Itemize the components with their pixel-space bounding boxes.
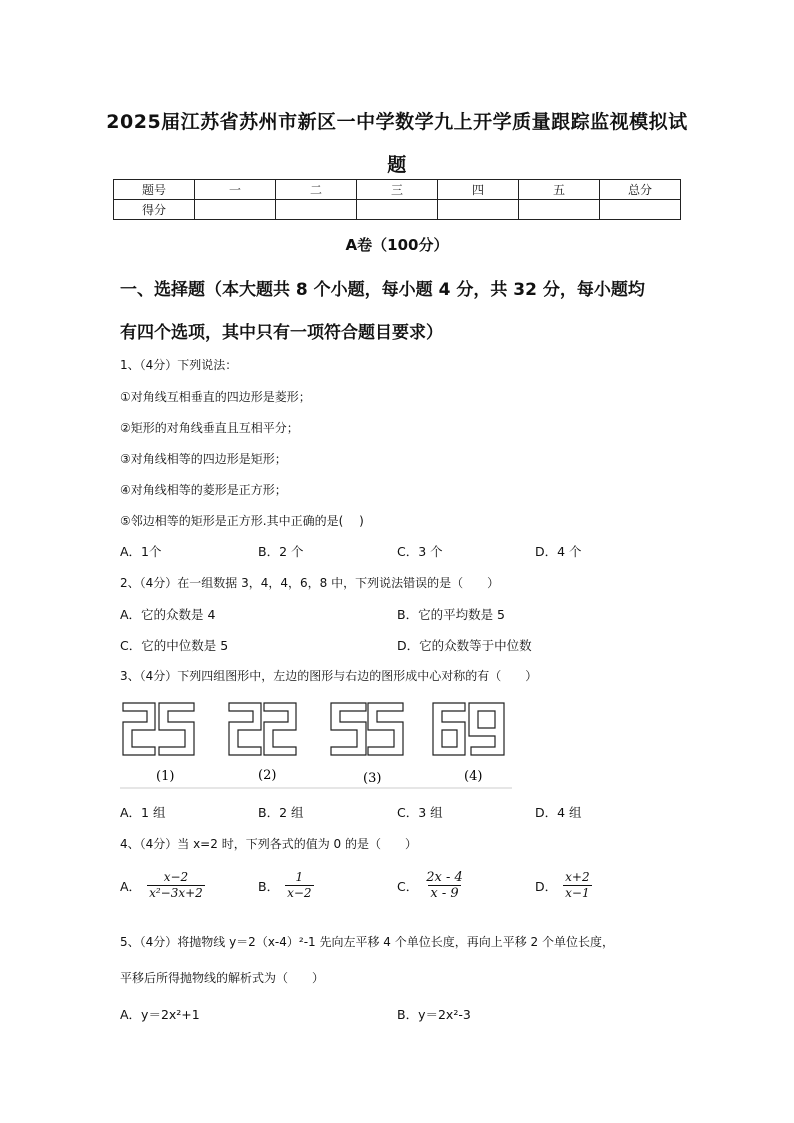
- score-cell: 二: [276, 180, 357, 200]
- score-cell: 题号: [114, 180, 195, 200]
- option-letter: A．: [120, 878, 142, 894]
- fraction: [285, 870, 313, 901]
- score-cell: 四: [438, 180, 519, 200]
- fraction-numerator: x+2: [565, 870, 590, 884]
- question-2-option-c: C．它的中位数是 5: [120, 638, 229, 653]
- option-letter: B．: [258, 878, 280, 894]
- score-table-header-row: [114, 180, 681, 200]
- document-title-line2: 题: [387, 154, 407, 176]
- figure-digits-55: [331, 703, 403, 755]
- score-cell: 三: [357, 180, 438, 200]
- question-1-statement: ⑤邻边相等的矩形是正方形.其中正确的是( ): [120, 514, 364, 528]
- fraction: [563, 870, 591, 901]
- question-4-option-a: [120, 870, 205, 901]
- fraction-numerator: x−2: [163, 870, 189, 884]
- score-input-cell: [195, 200, 276, 220]
- option-letter: C．: [397, 878, 419, 894]
- fraction: [424, 870, 465, 901]
- question-2-option-a: A．它的众数是 4: [120, 607, 216, 622]
- score-input-cell: [519, 200, 600, 220]
- fraction-denominator: x−1: [565, 886, 590, 900]
- score-cell: 一: [195, 180, 276, 200]
- question-5-option-a: A．y＝2x²+1: [120, 1007, 200, 1022]
- score-input-cell: [276, 200, 357, 220]
- figure-label: (3): [363, 771, 382, 786]
- fraction: [147, 870, 205, 901]
- option-letter: D．: [535, 878, 558, 894]
- figure-label: (1): [156, 769, 175, 784]
- question-5-stem-continued: 平移后所得抛物线的解析式为（ ）: [120, 971, 325, 985]
- question-1-option-d: D．4 个: [535, 544, 582, 559]
- fraction-denominator: x²−3x+2: [149, 886, 203, 900]
- question-3-option-b: B．2 组: [258, 805, 304, 820]
- section-heading-line1: 一、选择题（本大题共 8 个小题，每小题 4 分，共 32 分，每小题均: [120, 280, 645, 300]
- question-4-stem: 4、（4分）当 x=2 时，下列各式的值为 0 的是（ ）: [120, 837, 417, 851]
- question-3-option-c: C．3 组: [397, 805, 443, 820]
- question-1-option-b: B．2 个: [258, 544, 304, 559]
- question-3-option-a: A．1 组: [120, 805, 166, 820]
- question-4-option-d: [535, 870, 592, 901]
- section-heading-line2: 有四个选项，其中只有一项符合题目要求）: [120, 323, 443, 343]
- question-1-statement: ②矩形的对角线垂直且互相平分；: [120, 421, 299, 435]
- score-table: [113, 179, 681, 220]
- score-input-cell: [600, 200, 681, 220]
- question-4-option-c: [397, 870, 465, 901]
- question-2-option-b: B．它的平均数是 5: [397, 607, 506, 622]
- question-1-option-a: A．1个: [120, 544, 162, 559]
- question-1-statement: ④对角线相等的菱形是正方形；: [120, 483, 287, 497]
- figure-digits-69: [433, 703, 504, 755]
- fraction-numerator: 1: [295, 870, 304, 884]
- volume-label: A卷（100分）: [345, 236, 449, 254]
- question-2-stem: 2、（4分）在一组数据 3，4，4，6，8 中，下列说法错误的是（ ）: [120, 576, 500, 590]
- question-4-option-b: [258, 870, 314, 901]
- question-2-option-d: D．它的众数等于中位数: [397, 638, 532, 653]
- fraction-denominator: x - 9: [430, 886, 459, 901]
- question-3-option-d: D．4 组: [535, 805, 582, 820]
- question-1-statement: ③对角线相等的四边形是矩形；: [120, 452, 287, 466]
- fraction-denominator: x−2: [287, 886, 312, 900]
- score-input-cell: [357, 200, 438, 220]
- figure-digits-25: [123, 703, 194, 755]
- question-5-stem: 5、（4分）将抛物线 y＝2（x-4）²-1 先向左平移 4 个单位长度，再向上平移 2 个单位长度，: [120, 935, 615, 949]
- question-1-option-c: C．3 个: [397, 544, 443, 559]
- score-table-score-row: [114, 200, 681, 220]
- figure-label: (2): [258, 768, 277, 783]
- score-cell: 总分: [600, 180, 681, 200]
- score-cell: 得分: [114, 200, 195, 220]
- symmetry-figures: [120, 700, 512, 790]
- question-5-option-b: B．y＝2x²-3: [397, 1007, 471, 1022]
- question-1-stem: 1、（4分）下列说法：: [120, 358, 238, 372]
- figure-label: (4): [464, 769, 483, 784]
- score-input-cell: [438, 200, 519, 220]
- question-3-stem: 3、（4分）下列四组图形中，左边的图形与右边的图形成中心对称的有（ ）: [120, 669, 538, 683]
- score-cell: 五: [519, 180, 600, 200]
- figure-digits-22: [229, 703, 296, 755]
- question-1-statement: ①对角线互相垂直的四边形是菱形；: [120, 390, 311, 404]
- fraction-numerator: 2x - 4: [426, 870, 463, 885]
- document-title-line1: 2025届江苏省苏州市新区一中学数学九上开学质量跟踪监视模拟试: [106, 111, 688, 133]
